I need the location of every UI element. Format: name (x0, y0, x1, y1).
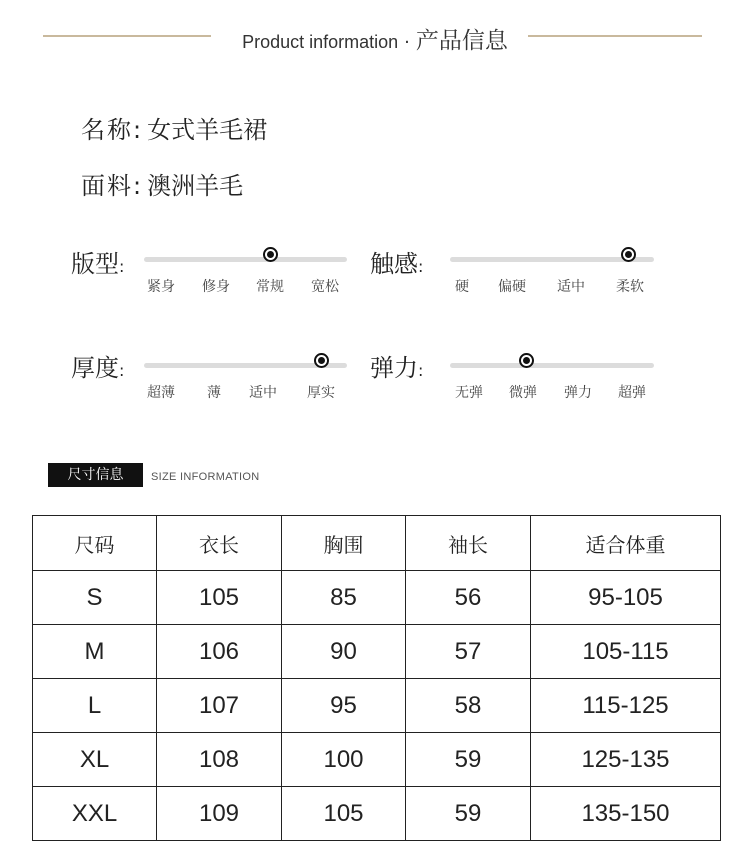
cell-size: M (33, 625, 157, 679)
table-row (33, 679, 721, 733)
cell-sleeve: 57 (406, 625, 531, 679)
cell-length: 107 (157, 679, 282, 733)
cell-size: XL (33, 733, 157, 787)
cell-weight: 115-125 (531, 679, 721, 733)
info-colon: : (133, 116, 142, 144)
cell-weight: 105-115 (531, 625, 721, 679)
cell-bust: 90 (282, 625, 406, 679)
cell-size: S (33, 571, 157, 625)
slider-option: 常规 (256, 279, 284, 295)
cell-length: 108 (157, 733, 282, 787)
cell-weight: 125-135 (531, 733, 721, 787)
header-length: 衣长 (157, 516, 282, 571)
cell-size: XXL (33, 787, 157, 841)
size-info-subtitle: SIZE INFORMATION (151, 471, 260, 483)
cell-sleeve: 59 (406, 787, 531, 841)
header-weight: 适合体重 (531, 516, 721, 571)
slider-label-text: 触感 (370, 250, 418, 278)
slider-knob-touch (621, 247, 636, 262)
info-colon: : (133, 172, 142, 200)
header-title-cn: 产品信息 (415, 28, 508, 54)
slider-option: 适中 (557, 279, 585, 295)
cell-weight: 135-150 (531, 787, 721, 841)
slider-option: 微弹 (509, 385, 537, 401)
info-row-fabric (81, 166, 243, 201)
slider-colon: : (119, 361, 125, 380)
info-value: 女式羊毛裙 (147, 116, 268, 144)
header-bust: 胸围 (282, 516, 406, 571)
cell-bust: 85 (282, 571, 406, 625)
slider-colon: : (418, 361, 424, 380)
slider-option: 超弹 (618, 385, 646, 401)
size-table (32, 515, 721, 841)
slider-label-text: 厚度 (71, 354, 119, 382)
table-header-row (33, 516, 721, 571)
slider-option: 适中 (249, 385, 277, 401)
slider-label-text: 弹力 (370, 354, 418, 382)
slider-option: 修身 (202, 279, 230, 295)
slider-label-fit (71, 244, 124, 279)
cell-sleeve: 59 (406, 733, 531, 787)
slider-label-elasticity (370, 348, 423, 383)
slider-colon: : (418, 257, 424, 276)
header-title-en: Product information (242, 32, 399, 52)
slider-option: 超薄 (147, 385, 175, 401)
section-header (220, 22, 530, 55)
cell-bust: 105 (282, 787, 406, 841)
slider-label-text: 版型 (71, 250, 119, 278)
slider-knob-elasticity (519, 353, 534, 368)
info-value: 澳洲羊毛 (147, 172, 244, 200)
cell-bust: 95 (282, 679, 406, 733)
info-label: 名称 (81, 116, 133, 144)
slider-option: 偏硬 (498, 279, 526, 295)
header-size: 尺码 (33, 516, 157, 571)
slider-option: 宽松 (311, 279, 339, 295)
slider-option: 薄 (207, 385, 221, 401)
cell-length: 109 (157, 787, 282, 841)
cell-sleeve: 56 (406, 571, 531, 625)
slider-option: 硬 (455, 279, 469, 295)
cell-sleeve: 58 (406, 679, 531, 733)
slider-track-fit (144, 257, 347, 262)
cell-bust: 100 (282, 733, 406, 787)
slider-label-touch (370, 244, 423, 279)
slider-option: 柔软 (616, 279, 644, 295)
header-line-right (528, 35, 702, 37)
slider-colon: : (119, 257, 125, 276)
header-sleeve: 袖长 (406, 516, 531, 571)
slider-option: 弹力 (564, 385, 592, 401)
table-row (33, 787, 721, 841)
info-row-name (81, 110, 267, 145)
table-row (33, 625, 721, 679)
size-info-badge: 尺寸信息 (48, 463, 143, 487)
table-row (33, 733, 721, 787)
cell-length: 105 (157, 571, 282, 625)
header-line-left (43, 35, 211, 37)
cell-weight: 95-105 (531, 571, 721, 625)
slider-option: 无弹 (455, 385, 483, 401)
table-row (33, 571, 721, 625)
slider-track-elasticity (450, 363, 654, 368)
header-separator: · (404, 32, 410, 53)
slider-option: 厚实 (307, 385, 335, 401)
info-label: 面料 (81, 172, 133, 200)
slider-option: 紧身 (147, 279, 175, 295)
cell-size: L (33, 679, 157, 733)
cell-length: 106 (157, 625, 282, 679)
slider-label-thickness (71, 348, 124, 383)
